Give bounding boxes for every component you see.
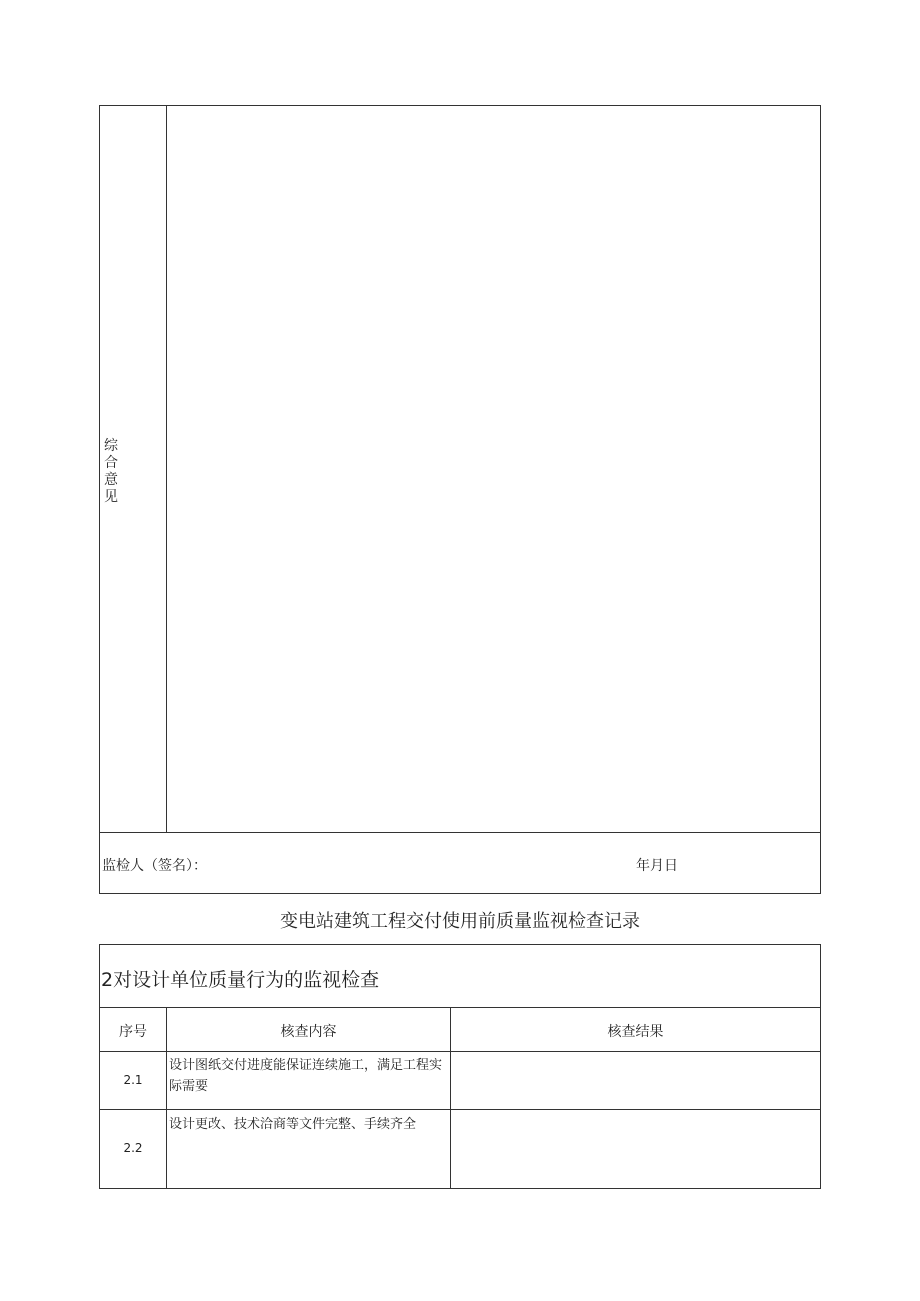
date-label: 年月日 bbox=[636, 858, 678, 874]
row-number: 2.2 bbox=[123, 1141, 143, 1155]
row-content: 设计图纸交付进度能保证连续施工，满足工程实际需要 bbox=[169, 1058, 443, 1094]
row-content: 设计更改、技术洽商等文件完整、手续齐全 bbox=[169, 1117, 417, 1132]
document-title: 变电站建筑工程交付使用前质量监视检查记录 bbox=[280, 911, 640, 932]
row-result-cell[interactable] bbox=[451, 1110, 820, 1188]
row-number: 2.1 bbox=[123, 1073, 143, 1087]
column-header-number: 序号 bbox=[119, 1024, 147, 1040]
column-header-content: 核查内容 bbox=[280, 1024, 337, 1040]
section-heading: 2对设计单位质量行为的监视检查 bbox=[101, 969, 380, 991]
column-header-result: 核查结果 bbox=[607, 1024, 664, 1040]
header-top-divider bbox=[99, 1007, 821, 1008]
opinion-input-area[interactable] bbox=[167, 106, 820, 832]
row-result-cell[interactable] bbox=[451, 1052, 820, 1109]
signature-row-divider bbox=[99, 832, 821, 833]
signer-label: 监检人（签名）： bbox=[102, 858, 207, 874]
opinion-label: 综合意见 bbox=[104, 438, 118, 505]
